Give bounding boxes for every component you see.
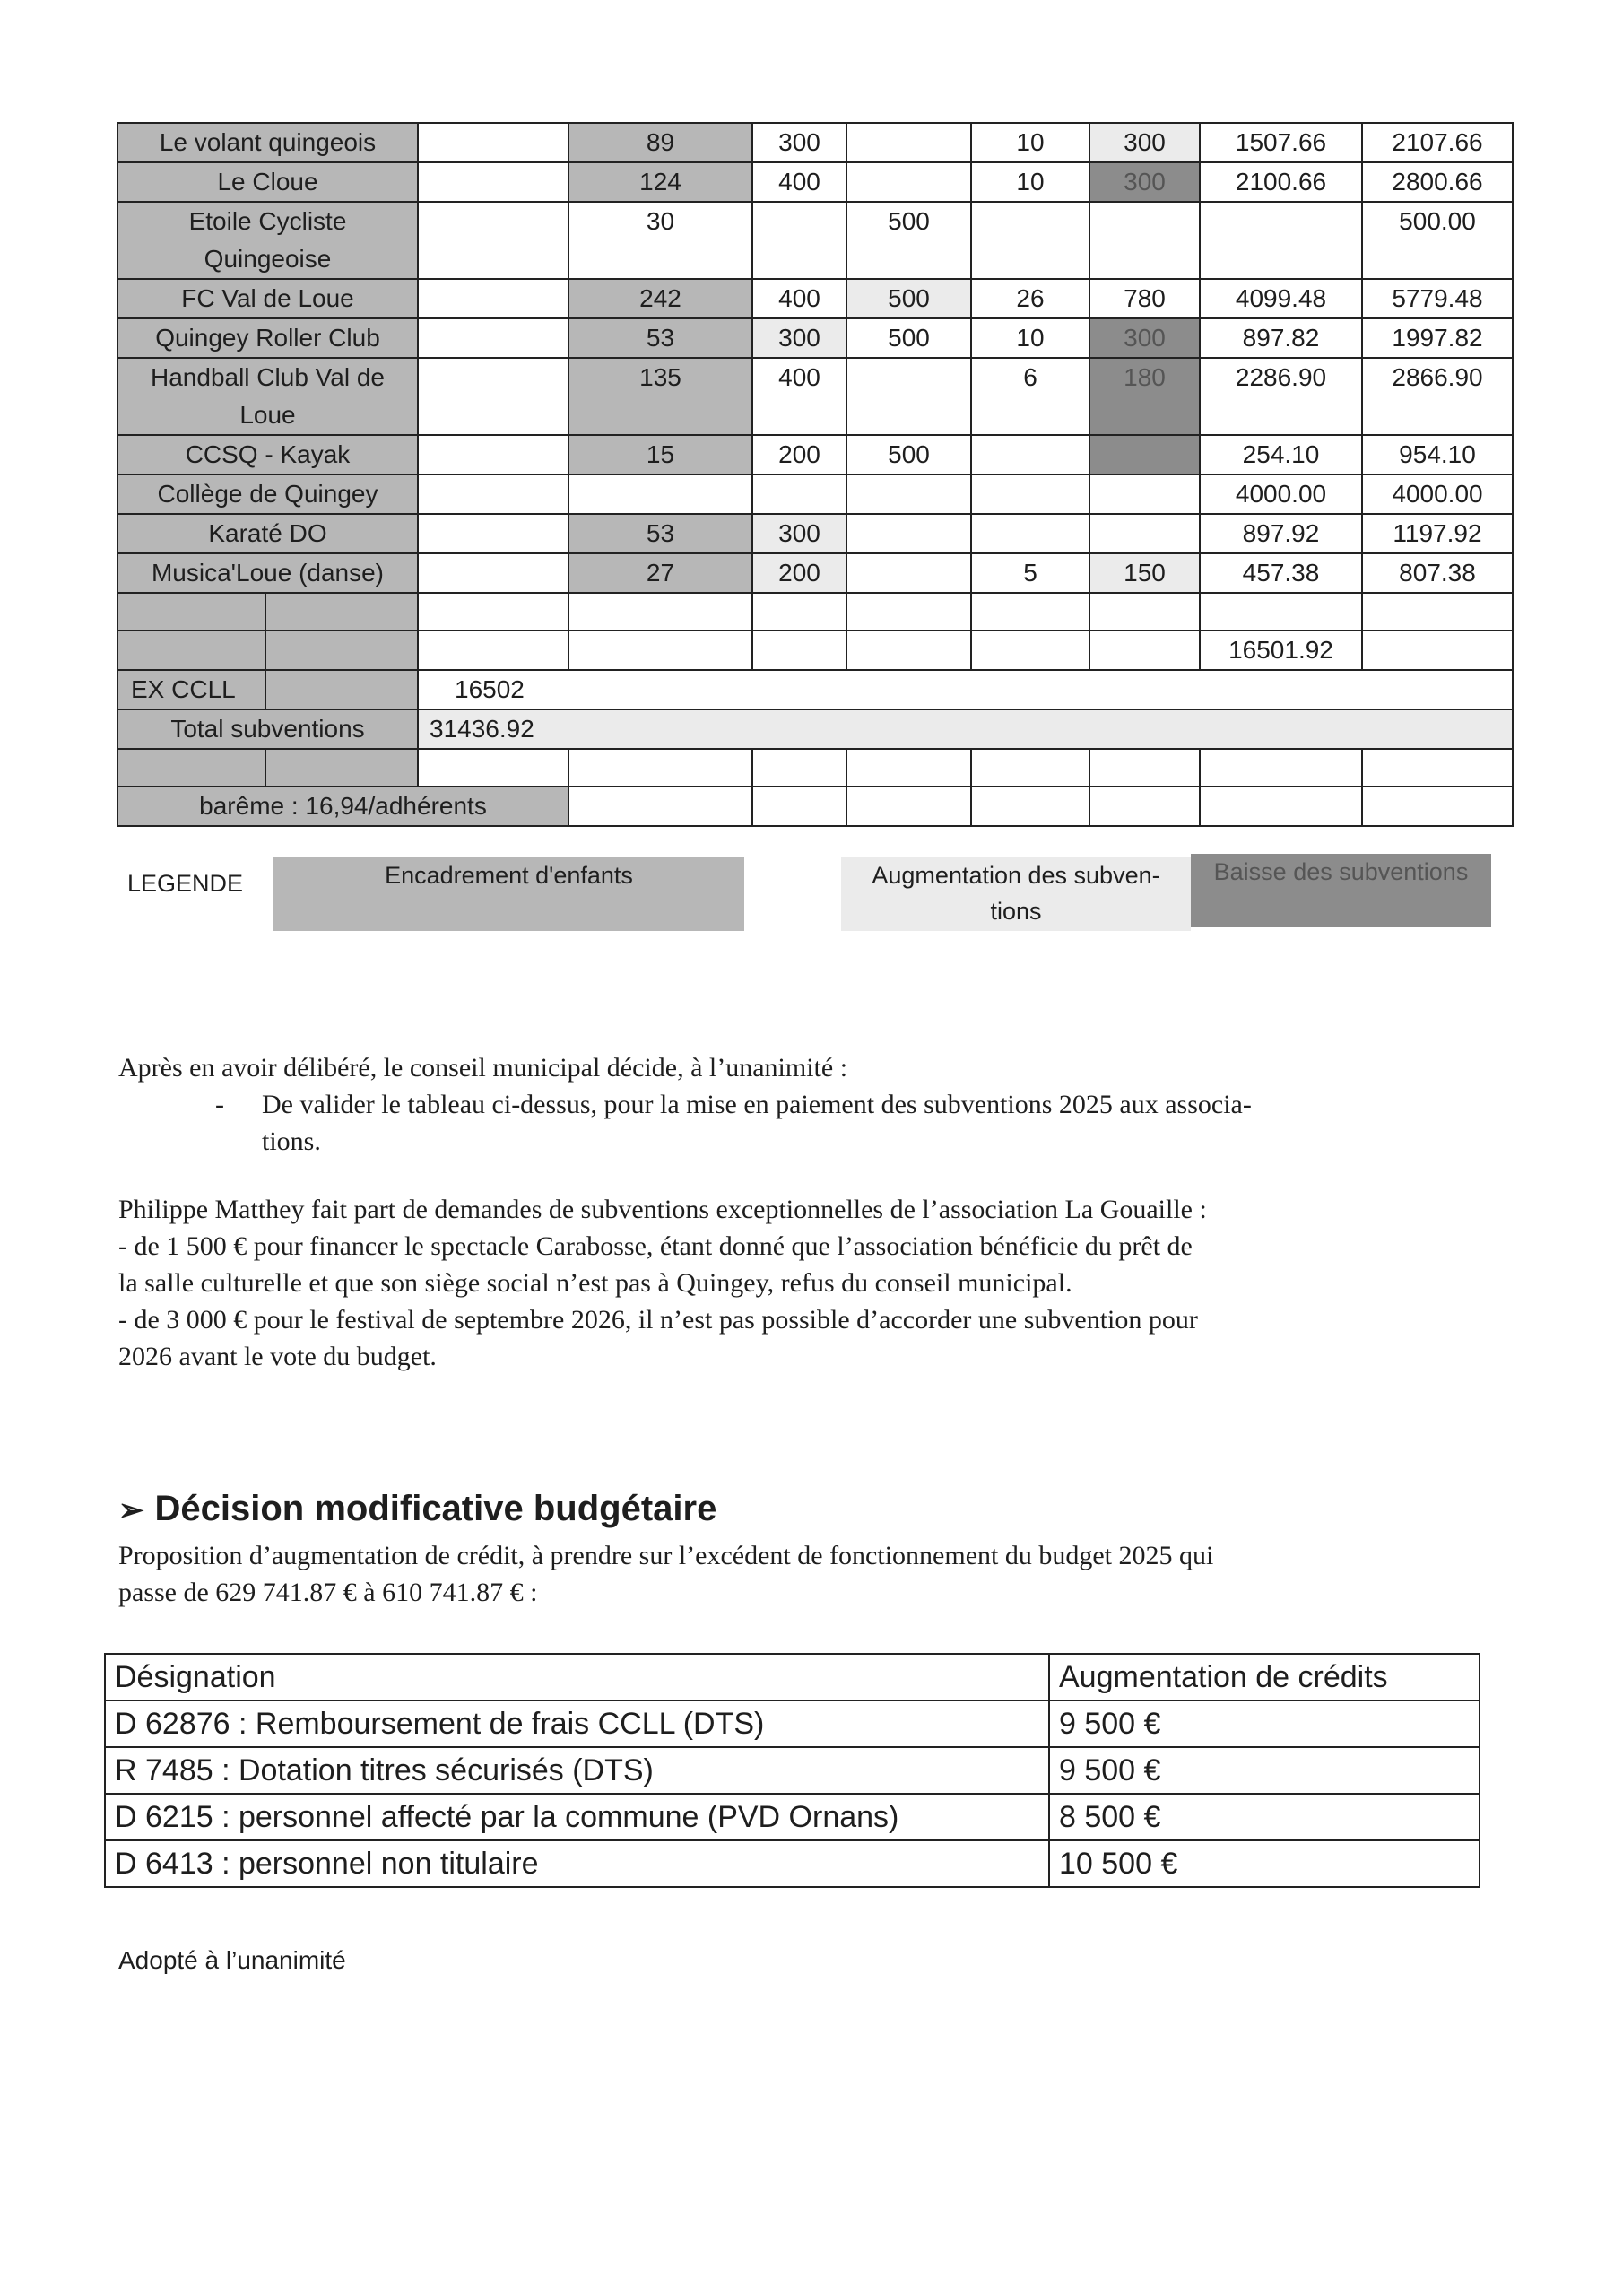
- table-row: D 62876 : Remboursement de frais CCLL (DTS) 9 500 €: [105, 1700, 1480, 1747]
- table-row: Collège de Quingey 4000.00 4000.00: [117, 474, 1513, 514]
- association-name: Etoile Cycliste Quingeoise: [117, 202, 418, 279]
- arrow-bullet-icon: ➢: [118, 1493, 144, 1527]
- legend-item-encadrement: Encadrement d'enfants: [273, 857, 744, 931]
- subtotal-row: [117, 631, 1513, 670]
- ex-ccll-row: [117, 670, 1513, 709]
- legend-item-augmentation: Augmentation des subven-tions: [841, 857, 1191, 931]
- subtotal-value: 16501.92: [1200, 631, 1362, 670]
- adopted-text: Adopté à l’unanimité: [118, 1946, 346, 1974]
- table-row: Handball Club Val de Loue 135 400 6 180 2286.90 2866.90: [117, 358, 1513, 435]
- column-header-amount: Augmentation de crédits: [1049, 1654, 1480, 1700]
- association-name: Collège de Quingey: [117, 474, 418, 514]
- total-label: Total subventions: [117, 709, 418, 749]
- table-row: Le volant quingeois 89 300 10 300 1507.66 2107.66: [117, 123, 1513, 162]
- association-name: Quingey Roller Club: [117, 318, 418, 358]
- association-name: Le volant quingeois: [117, 123, 418, 162]
- ex-ccll-value: 16502: [418, 670, 1513, 709]
- total-row: [117, 709, 1513, 749]
- deliberation-intro: Après en avoir délibéré, le conseil municipal décide, à l’unanimité :: [118, 1053, 848, 1083]
- legend-item-baisse: Baisse des subventions: [1191, 854, 1491, 927]
- association-name: CCSQ - Kayak: [117, 435, 418, 474]
- table-header-row: [105, 1654, 1480, 1700]
- ex-ccll-label: EX CCLL: [117, 670, 265, 709]
- table-row: Le Cloue 124 400 10 300 2100.66 2800.66: [117, 162, 1513, 202]
- table-row: D 6413 : personnel non titulaire 10 500 €: [105, 1840, 1480, 1887]
- bareme-label: barême : 16,94/adhérents: [117, 787, 568, 826]
- table-row-blank: [117, 749, 1513, 787]
- subventions-table: [117, 122, 1514, 827]
- association-name: Le Cloue: [117, 162, 418, 202]
- association-name: Musica'Loue (danse): [117, 553, 418, 593]
- legend: [117, 857, 1524, 940]
- decision-paragraph: Proposition d’augmentation de crédit, à prendre sur l’excédent de fonctionnement du budget 2025 qui passe de 629 741.87 € à 610 741.87 € :: [118, 1541, 1214, 1607]
- association-name: Karaté DO: [117, 514, 418, 553]
- bullet-dash: -: [215, 1090, 224, 1119]
- total-value: 31436.92: [418, 709, 1513, 749]
- association-name: FC Val de Loue: [117, 279, 418, 318]
- association-name: Handball Club Val de Loue: [117, 358, 418, 435]
- section-title: ➢ Décision modificative budgétaire: [118, 1489, 717, 1528]
- bareme-row: [117, 787, 1513, 826]
- table-row: Quingey Roller Club 53 300 500 10 300 897.82 1997.82: [117, 318, 1513, 358]
- table-row: CCSQ - Kayak 15 200 500 254.10 954.10: [117, 435, 1513, 474]
- table-row: Musica'Loue (danse) 27 200 5 150 457.38 807.38: [117, 553, 1513, 593]
- legend-label: LEGENDE: [127, 870, 244, 897]
- table-row-blank: [117, 593, 1513, 631]
- column-header-designation: Désignation: [105, 1654, 1049, 1700]
- table-row: Karaté DO 53 300 897.92 1197.92: [117, 514, 1513, 553]
- deliberation-bullet: - De valider le tableau ci-dessus, pour la mise en paiement des subventions 2025 aux associa- tions.: [118, 1086, 1463, 1160]
- table-row: R 7485 : Dotation titres sécurisés (DTS) 9 500 €: [105, 1747, 1480, 1794]
- table-row: D 6215 : personnel affecté par la commune (PVD Ornans) 8 500 €: [105, 1794, 1480, 1840]
- table-row: Etoile Cycliste Quingeoise 30 500 500.00: [117, 202, 1513, 279]
- gouaille-paragraph: Philippe Matthey fait part de demandes de subventions exceptionnelles de l’association La Gouaille : - de 1 500 € pour financer le spectacle Carabosse, étant donné que l’association bénéficie du prêt de la salle culturelle et que son siège social n’est pas à Quingey, refus du conseil municipal. - de 3 000 € pour le festival de septembre 2026, il n’est pas possible d’accorder une subvention pour 2026 avant le vote du budget.: [118, 1195, 1207, 1371]
- deliberation-paragraph: [118, 1049, 1463, 1160]
- table-row: FC Val de Loue 242 400 500 26 780 4099.48 5779.48: [117, 279, 1513, 318]
- credits-table: [104, 1653, 1480, 1888]
